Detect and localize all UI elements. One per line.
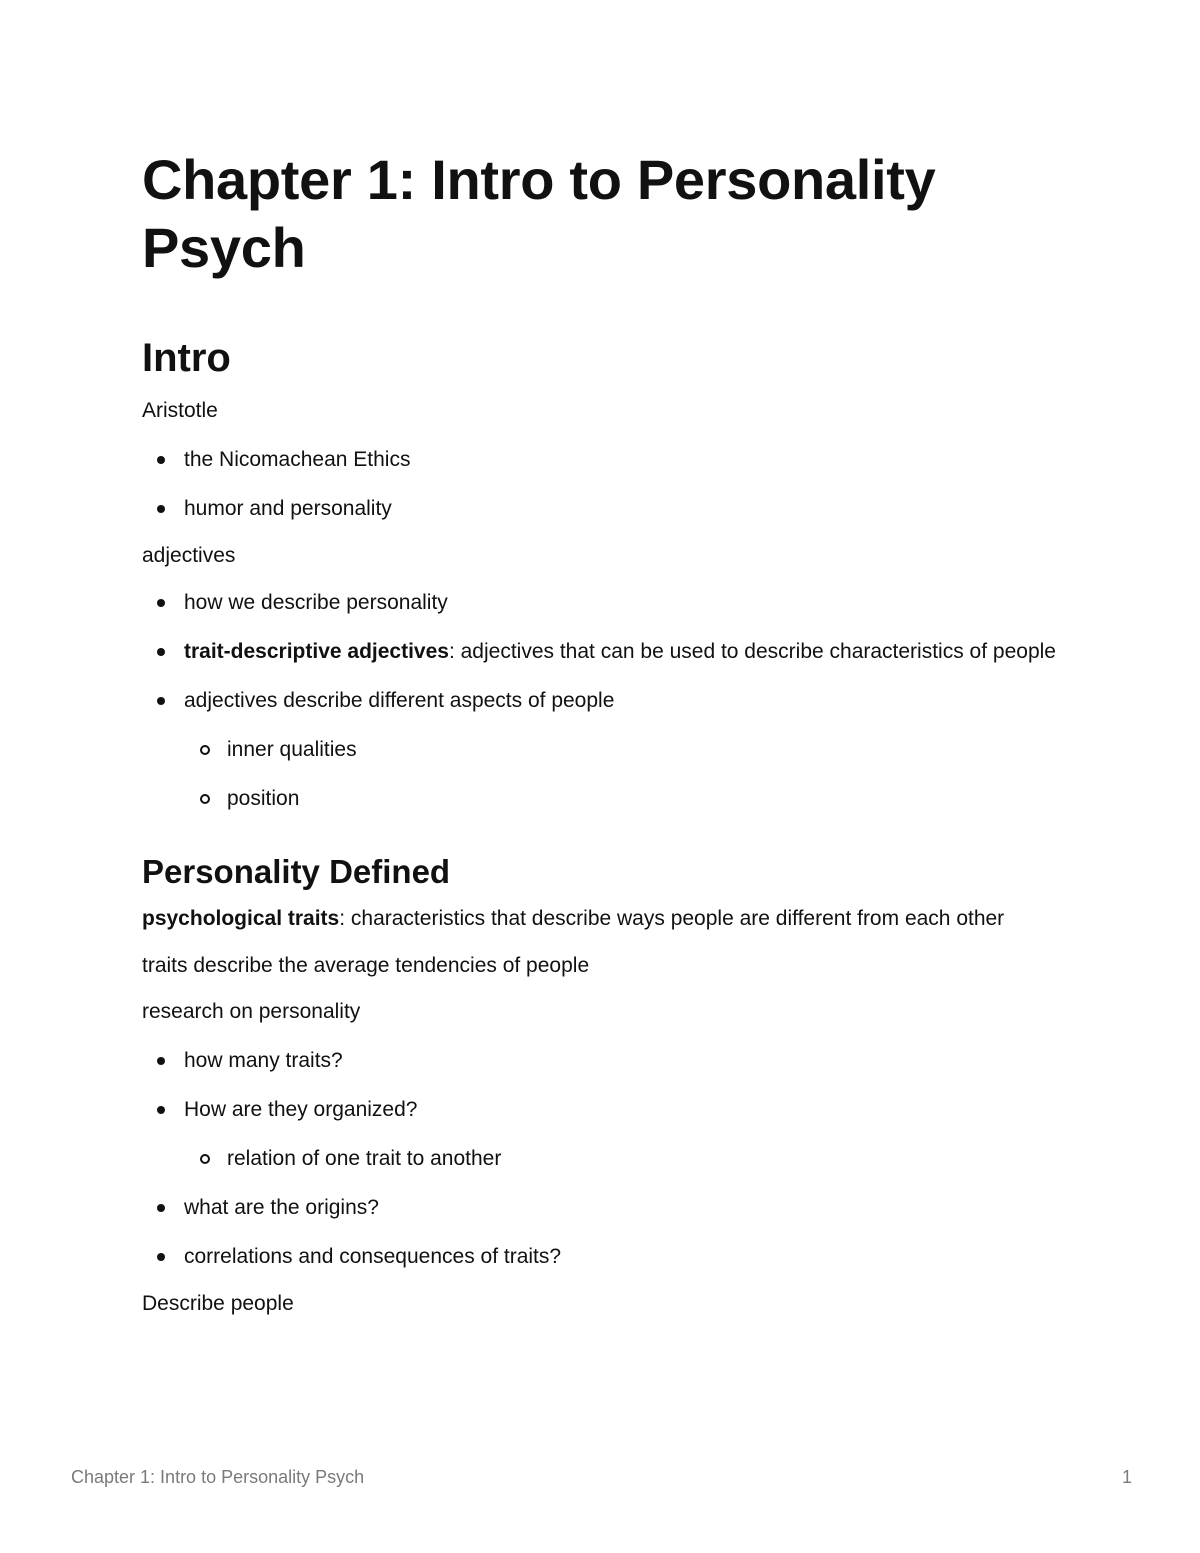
sublist-item — [227, 781, 1072, 816]
sublist-item — [227, 1141, 1072, 1176]
sublist-item-text: position — [227, 787, 300, 810]
bullet-circle-icon — [200, 1154, 210, 1164]
bullet-disc-icon — [157, 697, 165, 705]
bullet-disc-icon — [157, 1057, 165, 1065]
paragraph-average-tendencies: traits describe the average tendencies of people — [142, 954, 590, 977]
list-item — [184, 585, 1072, 620]
document-page — [142, 146, 1072, 1321]
sublist-item-text: relation of one trait to another — [227, 1147, 502, 1170]
list-item-text: how we describe personality — [184, 591, 448, 614]
aspects-sublist — [184, 732, 1072, 816]
organized-sublist — [184, 1141, 1072, 1176]
footer-page-number: 1 — [1121, 1467, 1132, 1487]
page-title: Chapter 1: Intro to Personality Psych — [142, 148, 936, 279]
definition-term: psychological traits — [142, 907, 340, 930]
research-list — [142, 1043, 1072, 1274]
list-item-text: adjectives describe different aspects of people — [184, 689, 615, 712]
list-item — [184, 442, 1072, 477]
bullet-disc-icon — [157, 1253, 165, 1261]
paragraph-aristotle: Aristotle — [142, 399, 218, 422]
bullet-disc-icon — [157, 456, 165, 464]
list-item — [184, 1190, 1072, 1225]
bullet-disc-icon — [157, 505, 165, 513]
bullet-disc-icon — [157, 648, 165, 656]
aristotle-list — [142, 442, 1072, 526]
list-item-text: humor and personality — [184, 497, 392, 520]
adjectives-list — [142, 585, 1072, 816]
bullet-disc-icon — [157, 1106, 165, 1114]
footer-title: Chapter 1: Intro to Personality Psych — [71, 1467, 365, 1487]
section-heading-intro: Intro — [142, 336, 231, 380]
list-item — [184, 634, 1072, 669]
sublist-item — [227, 732, 1072, 767]
list-item-text: How are they organized? — [184, 1098, 418, 1121]
paragraph-adjectives: adjectives — [142, 544, 236, 567]
bullet-circle-icon — [200, 745, 210, 755]
list-item-text: the Nicomachean Ethics — [184, 448, 411, 471]
bullet-disc-icon — [157, 1204, 165, 1212]
paragraph-research: research on personality — [142, 1000, 361, 1023]
section-heading-personality-defined: Personality Defined — [142, 853, 451, 890]
definition-text: : adjectives that can be used to describe characteristics of people — [448, 640, 1056, 663]
list-item-text: how many traits? — [184, 1049, 343, 1072]
list-item — [184, 1092, 1072, 1176]
bullet-circle-icon — [200, 794, 210, 804]
paragraph-describe-people: Describe people — [142, 1292, 294, 1315]
list-item-text: correlations and consequences of traits? — [184, 1245, 562, 1268]
list-item-text: what are the origins? — [184, 1196, 379, 1219]
paragraph-psychological-traits — [142, 901, 1072, 936]
sublist-item-text: inner qualities — [227, 738, 357, 761]
list-item — [184, 1239, 1072, 1274]
list-item — [184, 683, 1072, 816]
definition-term: trait-descriptive adjectives — [184, 640, 449, 663]
bullet-disc-icon — [157, 599, 165, 607]
definition-text: : characteristics that describe ways people are different from each other — [339, 907, 1005, 930]
list-item — [184, 491, 1072, 526]
list-item — [184, 1043, 1072, 1078]
